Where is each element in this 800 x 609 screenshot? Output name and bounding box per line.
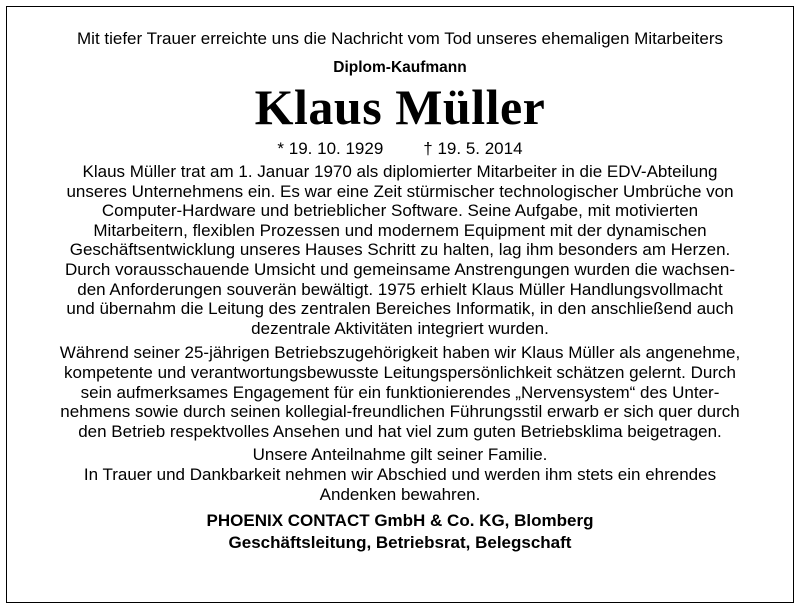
life-dates (37, 139, 763, 159)
paragraph-line: nehmens sowie durch seinen kollegial-freundlichen Führungsstil erwarb er sich quer durch (60, 402, 740, 422)
paragraph-line: Durch vorausschauende Umsicht und gemeinsame Anstrengungen wurden die wachsen- (65, 259, 735, 279)
paragraph-line: Geschäftsentwicklung unseres Hauses Schritt zu halten, lag ihm besonders am Herzen. (69, 240, 731, 260)
paragraph-line: unseres Unternehmens ein. Es war eine Zeit stürmischer technologischer Umbrüche von (66, 181, 734, 201)
paragraph-line: den Betrieb respektvolles Ansehen und hat viel zum guten Betriebsklima beigetragen. (78, 421, 722, 441)
signatory-groups: Geschäftsleitung, Betriebsrat, Belegschaft (228, 533, 572, 553)
paragraph-line: Während seiner 25-jährigen Betriebszugehörigkeit haben wir Klaus Müller als angenehme, (59, 343, 741, 363)
company-name: PHOENIX CONTACT GmbH & Co. KG, Blomberg (206, 511, 594, 531)
paragraph-line: dezentrale Aktivitäten integriert wurden. (251, 318, 549, 338)
paragraph-line: In Trauer und Dankbarkeit nehmen wir Abschied und werden ihm stets ein ehrendes (83, 464, 717, 484)
condolence-text (37, 445, 763, 465)
signature-block (37, 510, 763, 554)
paragraph-line: Andenken bewahren. (319, 484, 481, 504)
birth-date: * 19. 10. 1929 (277, 139, 384, 158)
death-date: † 19. 5. 2014 (423, 139, 523, 158)
paragraph-line: Unsere Anteilnahme gilt seiner Familie. (252, 445, 548, 465)
farewell-paragraph (37, 465, 763, 504)
notice-frame (6, 6, 794, 603)
intro-text: Mit tiefer Trauer erreichte uns die Nachricht vom Tod unseres ehemaligen Mitarbeiters (77, 29, 723, 48)
paragraph-line: sein aufmerksames Engagement für ein funktionierendes „Nervensystem“ des Unter- (80, 382, 720, 402)
career-paragraph (37, 162, 763, 338)
paragraph-line: kompetente und verantwortungsbewusste Leitungspersönlichkeit schätzen gelernt. Durch (64, 362, 736, 382)
academic-title: Diplom-Kaufmann (333, 59, 467, 76)
paragraph-line: den Anforderungen souverän bewältigt. 1975 erhielt Klaus Müller Handlungsvollmacht (77, 279, 723, 299)
tribute-paragraph (37, 343, 763, 441)
paragraph-line: Computer-Hardware und betrieblicher Software. Seine Aufgabe, mit motivierten (101, 201, 699, 221)
paragraph-line: Mitarbeitern, flexiblen Prozessen und modernem Equipment mit der dynamischen (93, 220, 707, 240)
paragraph-line: Klaus Müller trat am 1. Januar 1970 als diplomierter Mitarbeiter in die EDV-Abteilung (82, 162, 718, 181)
deceased-name: Klaus Müller (254, 79, 546, 135)
paragraph-line: und übernahm die Leitung des zentralen Bereiches Informatik, in den anschließend auch (66, 299, 734, 319)
